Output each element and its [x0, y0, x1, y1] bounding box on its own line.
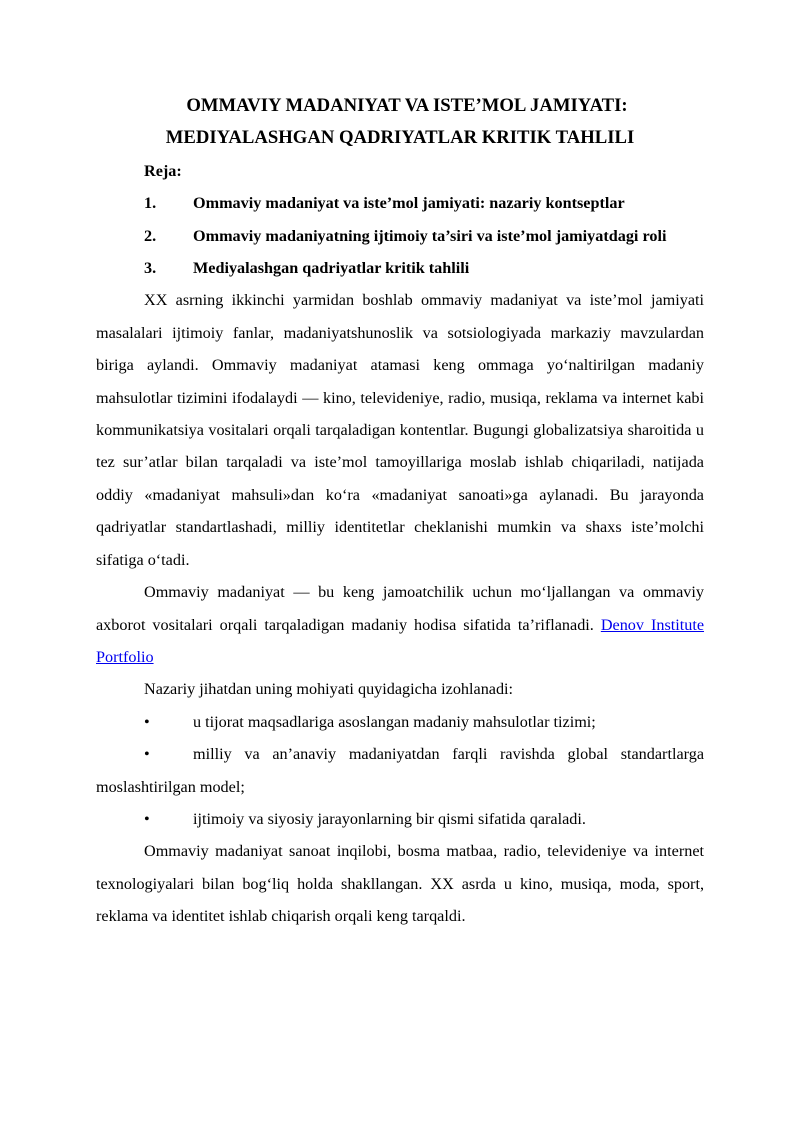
bullet-item-1: [96, 706, 704, 738]
plan-item-3-number: 3.: [144, 259, 157, 278]
paragraph-definition-text: Ommaviy madaniyat — bu keng jamoatchilik uchun moʻljallangan va ommaviy axborot vositalari orqali tarqaladigan madaniy hodisa sifatida ta’riflanadi.: [96, 583, 704, 634]
paragraph-history: Ommaviy madaniyat sanoat inqilobi, bosma matbaa, radio, televideniye va internet texnologiyalari bilan bogʻliq holda shakllangan. XX asrda u kino, musiqa, moda, sport, reklama va identitet ishlab chiqarish orqali keng tarqaldi.: [96, 842, 704, 926]
paragraph-theory-intro: Nazariy jihatdan uning mohiyati quyidagicha izohlanadi:: [144, 680, 514, 699]
plan-item-1: [96, 187, 704, 219]
portfolio-link[interactable]: Denov Institute Portfolio: [96, 615, 705, 666]
plan-item-2: [96, 220, 704, 252]
plan-item-1-number: 1.: [144, 194, 157, 213]
plan-heading: Reja:: [144, 161, 182, 180]
bullet-item-1-text: u tijorat maqsadlariga asoslangan madaniy mahsulotlar tizimi;: [193, 712, 596, 731]
bullet-item-3: [96, 803, 704, 835]
bullet-item-3-text: ijtimoiy va siyosiy jarayonlarning bir qismi sifatida qaraladi.: [193, 809, 586, 828]
paragraph-intro: XX asrning ikkinchi yarmidan boshlab ommaviy madaniyat va iste’mol jamiyati masalalari ijtimoiy fanlar, madaniyatshunoslik va sotsiologiyada markaziy mavzulardan biriga aylandi. Ommaviy madaniyat atamasi keng ommaga yoʻnaltirilgan madaniy mahsulotlar tizimini ifodalaydi — kino, televideniye, radio, musiqa, reklama va internet kabi kommunikatsiya vositalari orqali tarqaladigan kontentlar. Bugungi globalizatsiya sharoitida u tez sur’atlar bilan tarqaladi va iste’mol tamoyillariga moslab ishlab chiqariladi, natijada oddiy «madaniyat mahsuli»dan koʻra «madaniyat sanoati»ga aylanadi. Bu jarayonda qadriyatlar standartlashadi, milliy identitetlar cheklanishi mumkin va shaxs iste’molchi sifatiga oʻtadi.: [96, 291, 704, 569]
plan-item-1-text: Ommaviy madaniyat va iste’mol jamiyati: nazariy kontseptlar: [193, 194, 625, 213]
plan-item-3: [96, 252, 704, 284]
title-line-1: OMMAVIY MADANIYAT VA ISTE’MOL JAMIYATI:: [186, 95, 628, 116]
bullet-item-2: [96, 738, 704, 803]
bullet-icon: •: [144, 712, 150, 731]
bullet-icon: •: [144, 809, 150, 828]
plan-item-2-text: Ommaviy madaniyatning ijtimoiy ta’siri va iste’mol jamiyatdagi roli: [193, 226, 667, 245]
title-line-2: MEDIYALASHGAN QADRIYATLAR KRITIK TAHLILI: [165, 127, 635, 149]
document-title: [96, 90, 704, 155]
plan-item-2-number: 2.: [144, 226, 157, 245]
plan-item-3-text: Mediyalashgan qadriyatlar kritik tahlili: [193, 259, 470, 278]
bullet-item-2-text: milliy va an’anaviy madaniyatdan farqli ravishda global standartlarga moslashtirilgan model;: [96, 745, 704, 796]
paragraph-definition: [96, 576, 704, 673]
bullet-icon: •: [144, 745, 150, 764]
